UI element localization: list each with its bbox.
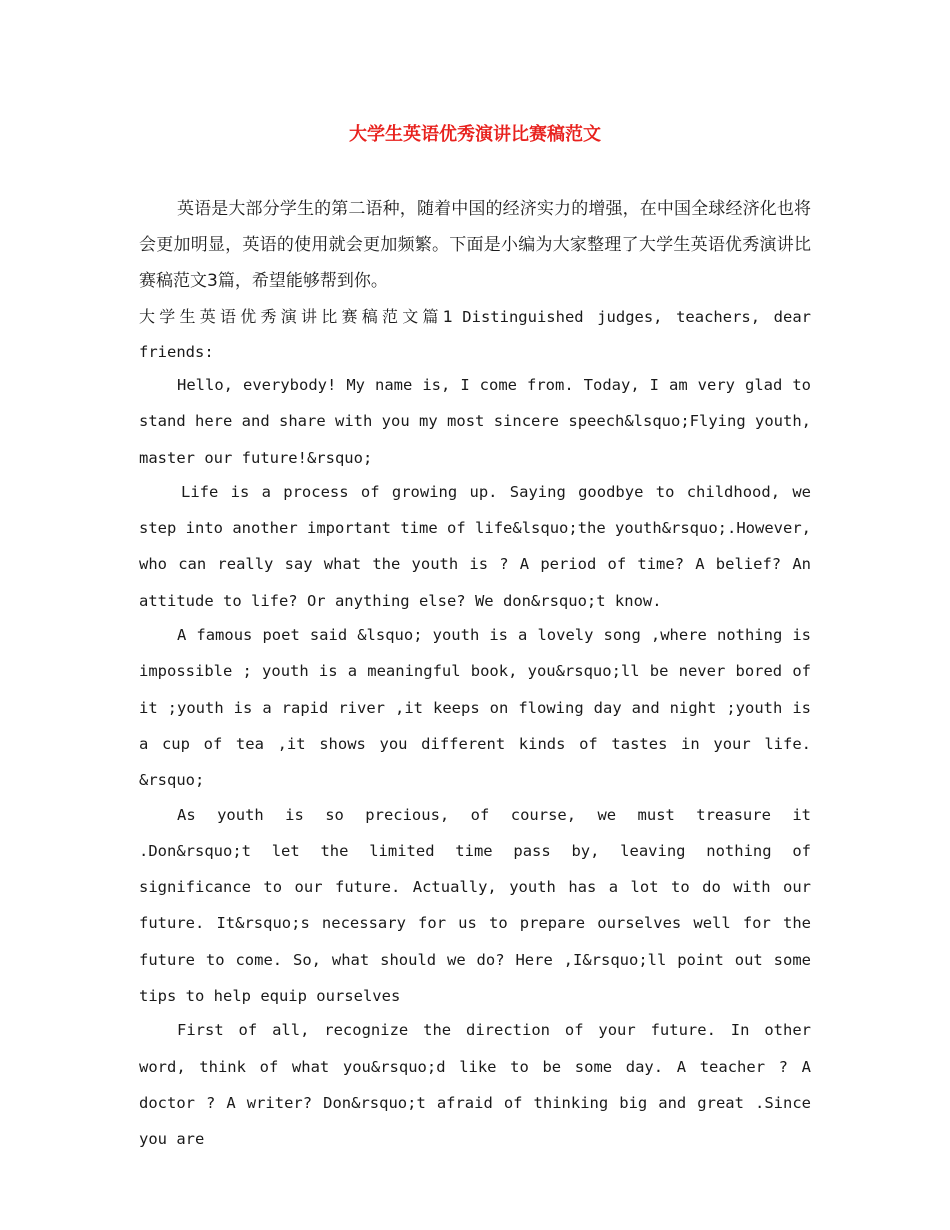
intro-paragraph: 英语是大部分学生的第二语种，随着中国的经济实力的增强，在中国全球经济化也将会更加明显，英语的使用就会更加频繁。下面是小编为大家整理了大学生英语优秀演讲比赛稿范文3篇，希望能够帮到你。 (139, 199, 811, 291)
speech-paragraph: Life is a process of growing up. Saying goodbye to childhood, we step into another important time of life&lsquo;the youth&rsquo;.However, who can really say what the youth is ? A period of time? A belief? An attitude to life? Or anything else? We don&rsquo;t know. (139, 482, 811, 610)
section-heading-tail: Distinguished judges, teachers, dear (462, 308, 811, 326)
speech-paragraph: A famous poet said &lsquo; youth is a lovely song ,where nothing is impossible ; youth is a meaningful book, you&rsquo;ll be never bored of it ;youth is a rapid river ,it keeps on flowing day and night ;youth is a cup of tea ,it shows you different kinds of tastes in your life. &rsquo; (139, 626, 811, 790)
document-body (139, 191, 811, 1158)
intro-section (139, 191, 811, 299)
section-heading-line (139, 299, 811, 335)
speech-paragraph: First of all, recognize the direction of your future. In other word, think of what you&rsquo;d like to be some day. A teacher ? A doctor ? A writer? Don&rsquo;t afraid of thinking big and great .Since you are (139, 1021, 811, 1149)
section-heading: 大学生英语优秀演讲比赛稿范文篇1 (139, 307, 453, 326)
speech-body (139, 335, 811, 1158)
document-title: 大学生英语优秀演讲比赛稿范文 (349, 124, 601, 145)
speech-paragraph: Hello, everybody! My name is, I come from. Today, I am very glad to stand here and share with you my most sincere speech&lsquo;Flying youth, master our future!&rsquo; (139, 376, 811, 467)
speech-paragraph: As youth is so precious, of course, we must treasure it .Don&rsquo;t let the limited time pass by, leaving nothing of significance to our future. Actually, youth has a lot to do with our future. It&rsquo;s necessary for us to prepare ourselves well for the future to come. So, what should we do? Here ,I&rsquo;ll point out some tips to help equip ourselves (139, 805, 811, 1006)
section-heading-continuation: friends: (139, 343, 214, 361)
